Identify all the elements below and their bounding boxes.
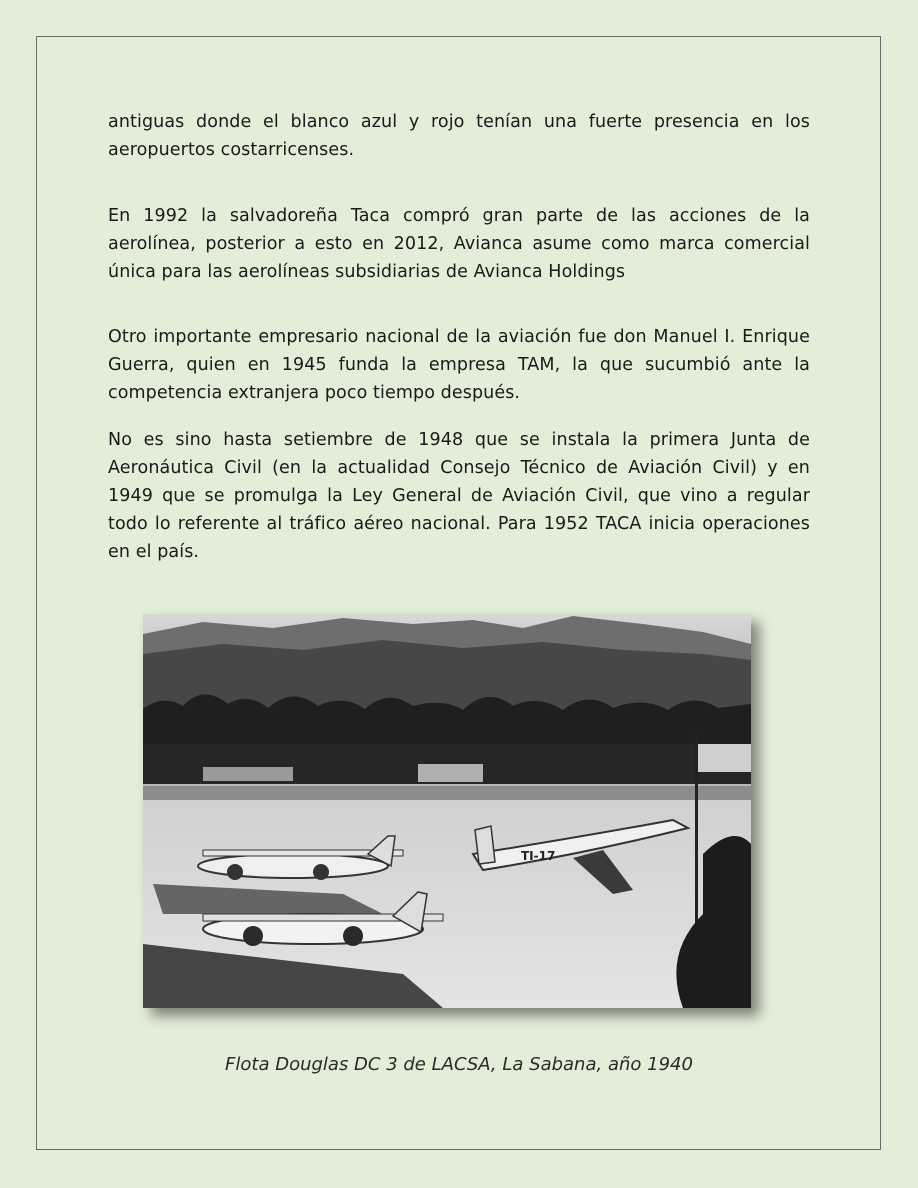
paragraph-tam: Otro importante empresario nacional de la aviación fue don Manuel I. Enrique Guerra, quien en 1945 funda la empresa TAM, la que sucumbió ante la competencia extranjera poco tiempo después. xyxy=(108,327,810,403)
paragraph-taca-avianca: En 1992 la salvadoreña Taca compró gran parte de las acciones de la aerolínea, posterior a esto en 2012, Avianca asume como marca comercial única para las aerolíneas subsidiarias de Avianca Holdings xyxy=(108,206,810,282)
paragraph-junta-aeronautica: No es sino hasta setiembre de 1948 que se instala la primera Junta de Aeronáutica Civil (en la actualidad Consejo Técnico de Aviación Civil) y en 1949 que se promulga la Ley General de Aviación Civil, que vino a regular todo lo referente al tráfico aéreo nacional. Para 1952 TACA inicia operaciones en el país. xyxy=(108,430,810,562)
photo-caption: Flota Douglas DC 3 de LACSA, La Sabana, año 1940 xyxy=(225,1054,693,1075)
historical-photo xyxy=(143,614,751,1008)
paragraph-intro: antiguas donde el blanco azul y rojo tenían una fuerte presencia en los aeropuertos costarricenses. xyxy=(108,112,810,160)
plane-marking: TI-17 xyxy=(521,849,556,863)
